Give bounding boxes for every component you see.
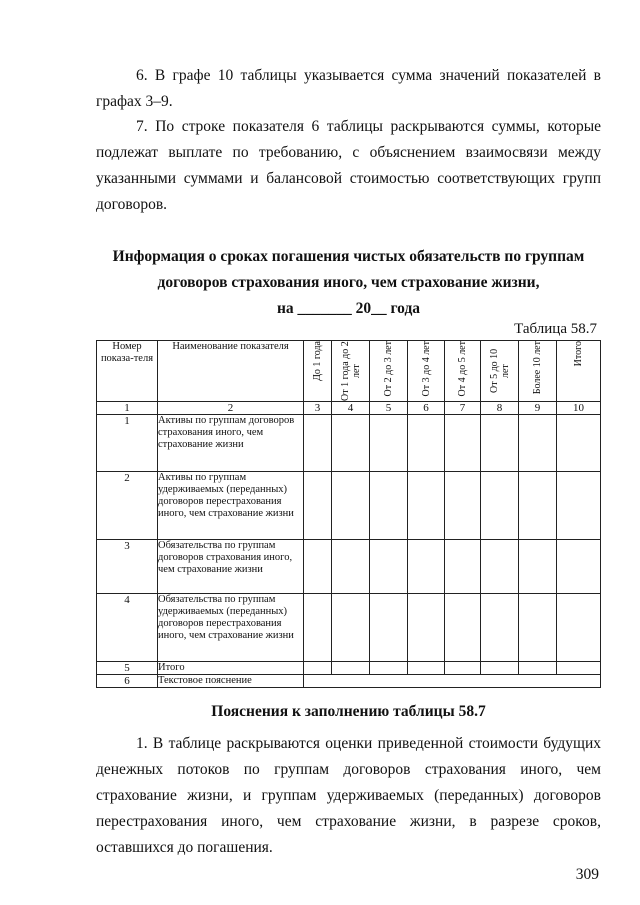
- paragraph-6: [96, 63, 601, 115]
- table-row: [97, 594, 601, 662]
- table-cell: [370, 415, 408, 472]
- table-cell: [519, 662, 557, 675]
- header-col8-label: От 5 до 10 лет: [488, 348, 511, 394]
- table-cell: [408, 540, 445, 594]
- table-header-row: [97, 341, 601, 402]
- table-cell: [557, 594, 601, 662]
- paragraph-6-text: 6. В графе 10 таблицы указывается сумма значений показателей в графах 3–9.: [96, 67, 601, 110]
- colnum-7: 7: [445, 402, 481, 415]
- row-number: 2: [97, 472, 158, 540]
- page-number: 309: [575, 866, 599, 883]
- row-number: 4: [97, 594, 158, 662]
- table-cell: [557, 415, 601, 472]
- header-name: Наименование показателя: [158, 341, 304, 402]
- header-col7: [445, 341, 481, 402]
- row-name: Активы по группам договоров страхования иного, чем страхование жизни: [158, 415, 304, 472]
- table-cell: [332, 594, 370, 662]
- table-cell: [445, 540, 481, 594]
- table-cell: [408, 415, 445, 472]
- section-title-line3: на _______ 20__ года: [276, 300, 421, 317]
- colnum-5: 5: [370, 402, 408, 415]
- row-name: Активы по группам удерживаемых (переданных) договоров перестрахования иного, чем страхование жизни: [158, 472, 304, 540]
- table-cell: [370, 540, 408, 594]
- table-cell: [370, 594, 408, 662]
- table-cell: [445, 662, 481, 675]
- paragraph-7: [96, 114, 601, 218]
- header-col8: [481, 341, 519, 402]
- table-cell: [445, 415, 481, 472]
- row-number: 5: [97, 662, 158, 675]
- table-cell: [332, 540, 370, 594]
- section-title-line2: договоров страхования иного, чем страхование жизни,: [157, 274, 540, 291]
- header-col9: [519, 341, 557, 402]
- header-col4: [332, 341, 370, 402]
- table-cell-merged: [304, 675, 601, 688]
- colnum-2: 2: [158, 402, 304, 415]
- table-cell: [519, 594, 557, 662]
- colnum-4: 4: [332, 402, 370, 415]
- colnum-6: 6: [408, 402, 445, 415]
- table-cell: [481, 415, 519, 472]
- table-cell: [304, 415, 332, 472]
- colnum-9: 9: [519, 402, 557, 415]
- table-cell: [370, 472, 408, 540]
- header-col3-label: До 1 года: [312, 341, 323, 381]
- header-col4-label: От 1 года до 2 лет: [339, 341, 362, 401]
- table-cell: [332, 662, 370, 675]
- table-cell: [519, 472, 557, 540]
- table-cell: [304, 540, 332, 594]
- table-cell: [481, 472, 519, 540]
- row-name: Итого: [158, 662, 304, 675]
- table-cell: [304, 472, 332, 540]
- table-row: [97, 472, 601, 540]
- table-row: [97, 415, 601, 472]
- header-col9-label: Более 10 лет: [532, 341, 543, 395]
- table-cell: [370, 662, 408, 675]
- table-cell: [557, 472, 601, 540]
- row-number: 6: [97, 675, 158, 688]
- colnum-3: 3: [304, 402, 332, 415]
- row-name: Обязательства по группам договоров страхования иного, чем страхование жизни: [158, 540, 304, 594]
- row-number: 1: [97, 415, 158, 472]
- table-cell: [519, 415, 557, 472]
- header-col6: [408, 341, 445, 402]
- table-cell: [408, 594, 445, 662]
- row-number: 3: [97, 540, 158, 594]
- table-cell: [408, 662, 445, 675]
- table-row: [97, 540, 601, 594]
- header-col3: [304, 341, 332, 402]
- maturity-table: [96, 340, 601, 688]
- header-col5-label: От 2 до 3 лет: [383, 341, 394, 397]
- explanation-1: [96, 731, 601, 861]
- table-cell: [408, 472, 445, 540]
- table-cell: [304, 594, 332, 662]
- explanations-title: Пояснения к заполнению таблицы 58.7: [211, 703, 486, 720]
- table-row: [97, 662, 601, 675]
- table-cell: [557, 540, 601, 594]
- table-cell: [557, 662, 601, 675]
- table-cell: [332, 472, 370, 540]
- table-row: [97, 675, 601, 688]
- header-col6-label: От 3 до 4 лет: [420, 341, 432, 397]
- section-title-line1: Информация о сроках погашения чистых обязательств по группам: [112, 248, 585, 265]
- header-col10: [557, 341, 601, 402]
- row-name: Текстовое пояснение: [158, 675, 304, 688]
- explanation-1-text: 1. В таблице раскрываются оценки приведенной стоимости будущих денежных потоков по группам договоров страхования иного, чем страхование жизни, и группам удерживаемых (переданных) договоров перестрахования иного, чем страхование жизни, в разрезе сроков, оставшихся до погашения.: [96, 735, 601, 856]
- paragraph-7-text: 7. По строке показателя 6 таблицы раскрываются суммы, которые подлежат выплате по требованию, с объяснением взаимосвязи между указанными суммами и балансовой стоимостью соответствующих групп договоров.: [96, 118, 601, 213]
- table-cell: [481, 662, 519, 675]
- table-cell: [519, 540, 557, 594]
- table-cell: [481, 594, 519, 662]
- table-cell: [445, 594, 481, 662]
- colnum-8: 8: [481, 402, 519, 415]
- header-col10-label: Итого: [573, 341, 584, 367]
- table-cell: [445, 472, 481, 540]
- column-numbers-row: [97, 402, 601, 415]
- colnum-1: 1: [97, 402, 158, 415]
- header-number: Номер показа-теля: [97, 341, 158, 402]
- colnum-10: 10: [557, 402, 601, 415]
- table-cell: [304, 662, 332, 675]
- header-col5: [370, 341, 408, 402]
- table-cell: [481, 540, 519, 594]
- header-col7-label: От 4 до 5 лет: [457, 341, 468, 397]
- table-caption: Таблица 58.7: [514, 321, 597, 337]
- row-name: Обязательства по группам удерживаемых (переданных) договоров перестрахования иного, чем страхование жизни: [158, 594, 304, 662]
- table-cell: [332, 415, 370, 472]
